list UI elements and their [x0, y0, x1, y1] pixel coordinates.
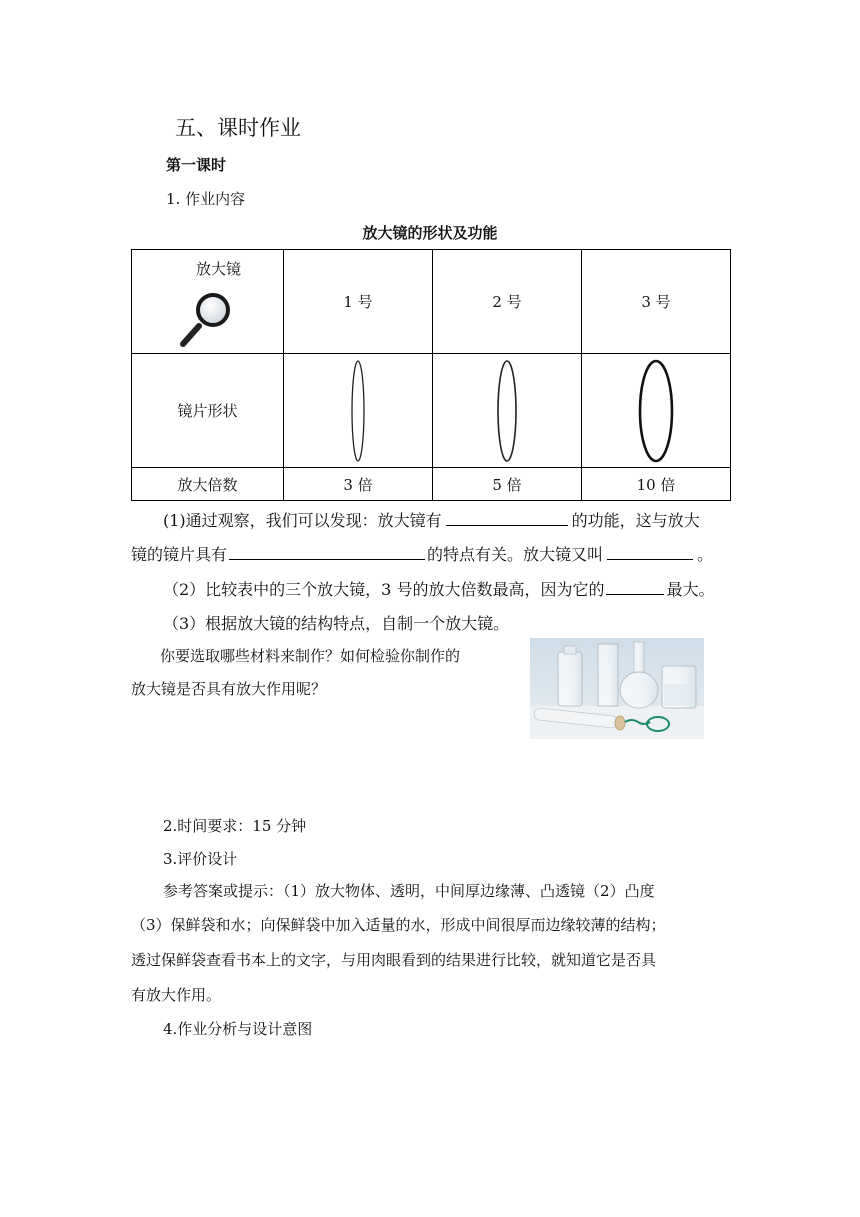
- column-header-3: 3 号: [582, 250, 731, 354]
- table-title: 放大镜的形状及功能: [362, 224, 498, 242]
- answer-line-4: 有放大作用。: [131, 986, 222, 1004]
- header-cell: [132, 250, 284, 354]
- item-3-heading: 3.评价设计: [163, 850, 238, 868]
- lens-shape-label: 镜片形状: [132, 354, 284, 468]
- question-1-line-1: [163, 508, 700, 531]
- magnification-1: 3 倍: [284, 468, 433, 501]
- question-3-prompt-line-1: 你要选取哪些材料来制作？如何检验你制作的: [160, 647, 461, 665]
- magnification-3: 10 倍: [582, 468, 731, 501]
- item-1-heading: 1. 作业内容: [166, 190, 246, 208]
- magnification-label: 放大倍数: [132, 468, 284, 501]
- answer-line-2: （3）保鲜袋和水；向保鲜袋中加入适量的水，形成中间很厚而边缘较薄的结构；: [131, 916, 666, 934]
- lens-shape-cell-1: [284, 354, 433, 468]
- answer-blank-function: [446, 509, 568, 526]
- thick-lens-shape: [636, 358, 676, 464]
- q1-text-e: 。: [697, 545, 714, 564]
- magnifier-table: [131, 249, 731, 501]
- thin-lens-shape: [348, 358, 368, 464]
- table-row: [132, 354, 731, 468]
- medium-lens-shape: [494, 358, 520, 464]
- q2-text-a: （2）比较表中的三个放大镜，3 号的放大倍数最高，因为它的: [163, 580, 605, 599]
- question-1-line-2: [131, 542, 713, 565]
- table-row: [132, 250, 731, 354]
- q1-text-d: 的特点有关。放大镜又叫: [427, 545, 604, 564]
- q2-text-b: 最大。: [666, 580, 715, 599]
- magnification-2: 5 倍: [433, 468, 582, 501]
- lesson-title: 第一课时: [166, 156, 227, 174]
- q1-text-a: (1)通过观察，我们可以发现：放大镜有: [163, 511, 442, 530]
- magnifier-label: 放大镜: [196, 260, 242, 278]
- item-4-heading: 4.作业分析与设计意图: [163, 1020, 313, 1038]
- q1-text-b: 的功能，这与放大: [571, 511, 700, 530]
- lens-shape-cell-3: [582, 354, 731, 468]
- answer-blank-name: [607, 543, 693, 560]
- item-2-time: 2.时间要求：15 分钟: [163, 817, 307, 835]
- answer-line-3: 透过保鲜袋查看书本上的文字，与用肉眼看到的结果进行比较，就知道它是否具: [131, 951, 657, 969]
- column-header-1: 1 号: [284, 250, 433, 354]
- materials-photo: [530, 638, 704, 739]
- column-header-2: 2 号: [433, 250, 582, 354]
- question-3-prompt-line-2: 放大镜是否具有放大作用呢？: [131, 680, 327, 698]
- answer-line-1: 参考答案或提示：（1）放大物体、透明，中间厚边缘薄、凸透镜（2）凸度: [163, 882, 655, 900]
- magnifier-icon: [177, 288, 239, 350]
- q1-text-c: 镜的镜片具有: [131, 545, 228, 564]
- section-title: 五、课时作业: [175, 116, 301, 140]
- table-row: [132, 468, 731, 501]
- answer-blank-feature: [229, 543, 425, 560]
- question-3: （3）根据放大镜的结构特点，自制一个放大镜。: [163, 614, 510, 633]
- answer-blank-convexity: [606, 578, 664, 595]
- lens-shape-cell-2: [433, 354, 582, 468]
- question-2: [163, 577, 714, 600]
